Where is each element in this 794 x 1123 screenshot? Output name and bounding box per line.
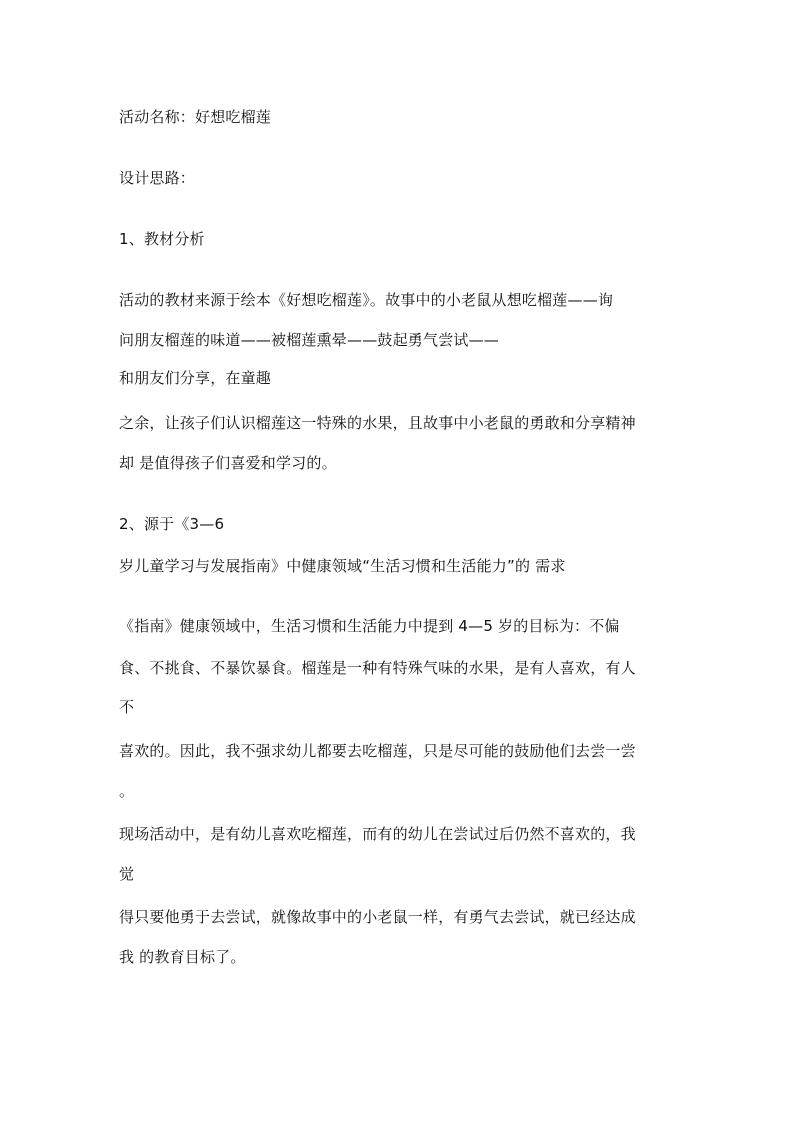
- section2-heading: 2、源于《3—6: [119, 515, 225, 533]
- paragraph-line: 《指南》健康领域中，生活习惯和生活能力中提到 4—5 岁的目标为：不偏: [119, 617, 620, 635]
- paragraph-line: 得只要他勇于去尝试，就像故事中的小老鼠一样，有勇气去尝试，就已经达成: [119, 908, 636, 926]
- section1-heading: 1、教材分析: [119, 230, 205, 248]
- activity-name: 活动名称：好想吃榴莲: [119, 108, 272, 126]
- paragraph-line: 和朋友们分享，在童趣: [119, 369, 272, 387]
- paragraph-line: 喜欢的。因此，我不强求幼儿都要去吃榴莲，只是尽可能的鼓励他们去尝一尝: [119, 742, 636, 760]
- paragraph-line: 活动的教材来源于绘本《好想吃榴莲》。故事中的小老鼠从想吃榴莲——询: [119, 291, 614, 309]
- paragraph-line: 觉: [119, 865, 135, 883]
- paragraph-line: 。: [119, 782, 135, 800]
- paragraph-line: 却 是值得孩子们喜爱和学习的。: [119, 454, 337, 472]
- paragraph-line: 现场活动中，是有幼儿喜欢吃榴莲，而有的幼儿在尝试过后仍然不喜欢的，我: [119, 825, 636, 843]
- paragraph-line: 问朋友榴莲的味道——被榴莲熏晕——鼓起勇气尝试——: [119, 331, 500, 349]
- design-heading: 设计思路：: [119, 169, 196, 187]
- paragraph-line: 我 的教育目标了。: [119, 948, 246, 966]
- section2-heading-continued: 岁儿童学习与发展指南》中健康领域“生活习惯和生活能力”的 需求: [119, 557, 566, 575]
- paragraph-line: 之余，让孩子们认识榴莲这一特殊的水果，且故事中小老鼠的勇敢和分享精神: [119, 414, 636, 432]
- paragraph-line: 不: [119, 698, 135, 716]
- paragraph-line: 食、不挑食、不暴饮暴食。榴莲是一种有特殊气味的水果，是有人喜欢，有人: [119, 659, 636, 677]
